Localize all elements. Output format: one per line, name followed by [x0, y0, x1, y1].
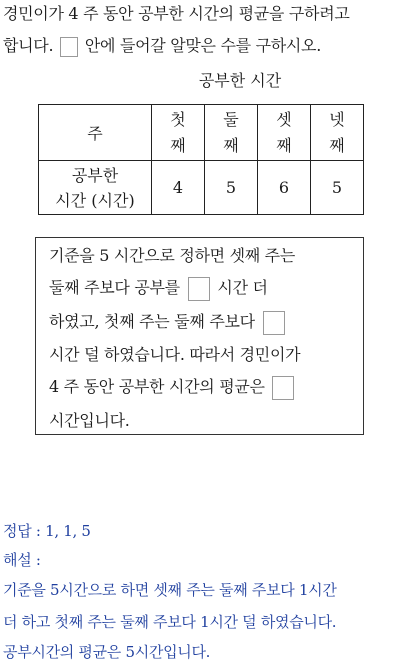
week-1-top: 첫	[170, 109, 186, 129]
answer-blank-2[interactable]	[263, 311, 285, 335]
row-label-top: 공부한	[71, 165, 119, 185]
week-2-bottom: 째	[223, 135, 239, 155]
week-3-top: 셋	[276, 109, 292, 129]
header-week-3	[258, 105, 311, 161]
week-3-bottom: 째	[276, 135, 292, 155]
explanation-box	[35, 237, 364, 435]
explanation-line-2	[49, 276, 268, 301]
explanation-line-5	[49, 375, 297, 400]
week-2-top: 둘	[223, 109, 239, 129]
header-week-4	[311, 105, 364, 161]
value-week-3: 6	[258, 161, 311, 215]
header-week-1	[152, 105, 205, 161]
question-line-1: 경민이가 4 주 동안 공부한 시간의 평균을 구하려고	[3, 4, 350, 23]
explanation-line-4: 시간 덜 하였습니다. 따라서 경민이가	[49, 345, 301, 364]
value-week-4: 5	[311, 161, 364, 215]
row-label-study-time	[39, 161, 152, 215]
header-week-2	[205, 105, 258, 161]
solution-line-2: 더 하고 첫째 주는 둘째 주보다 1시간 덜 하였습니다.	[3, 613, 337, 631]
explanation-line-2-end: 시간 더	[217, 278, 268, 297]
header-label-week: 주	[39, 105, 152, 161]
explanation-line-3-start: 하였고, 첫째 주는 둘째 주보다	[49, 312, 255, 331]
table-value-row	[39, 161, 364, 215]
table-header-row	[39, 105, 364, 161]
explanation-line-3	[49, 310, 288, 335]
table-title: 공부한 시간	[198, 71, 282, 90]
solution-line-1: 기준을 5시간으로 하면 셋째 주는 둘째 주보다 1시간	[3, 581, 337, 599]
week-1-bottom: 째	[170, 135, 186, 155]
question-line-2-end: 안에 들어갈 알맞은 수를 구하시오.	[84, 36, 321, 55]
question-line-2	[3, 36, 321, 57]
explanation-line-5-start: 4 주 동안 공부한 시간의 평균은	[49, 377, 265, 396]
question-line-2-start: 합니다.	[3, 36, 54, 55]
value-week-1: 4	[152, 161, 205, 215]
solution-label: 해설 :	[3, 551, 41, 569]
week-4-top: 넷	[329, 109, 345, 129]
explanation-line-6: 시간입니다.	[49, 411, 130, 430]
study-time-table	[38, 104, 364, 215]
answer-label: 정답 : 1, 1, 5	[3, 522, 91, 540]
answer-blank-3[interactable]	[272, 376, 294, 400]
explanation-line-1: 기준을 5 시간으로 정하면 셋째 주는	[49, 246, 295, 265]
blank-box-example	[60, 37, 78, 57]
explanation-line-2-start: 둘째 주보다 공부를	[49, 278, 180, 297]
row-label-bottom: 시간 (시간)	[55, 190, 135, 210]
answer-blank-1[interactable]	[188, 277, 210, 301]
solution-line-3: 공부시간의 평균은 5시간입니다.	[3, 643, 211, 661]
value-week-2: 5	[205, 161, 258, 215]
week-4-bottom: 째	[329, 135, 345, 155]
